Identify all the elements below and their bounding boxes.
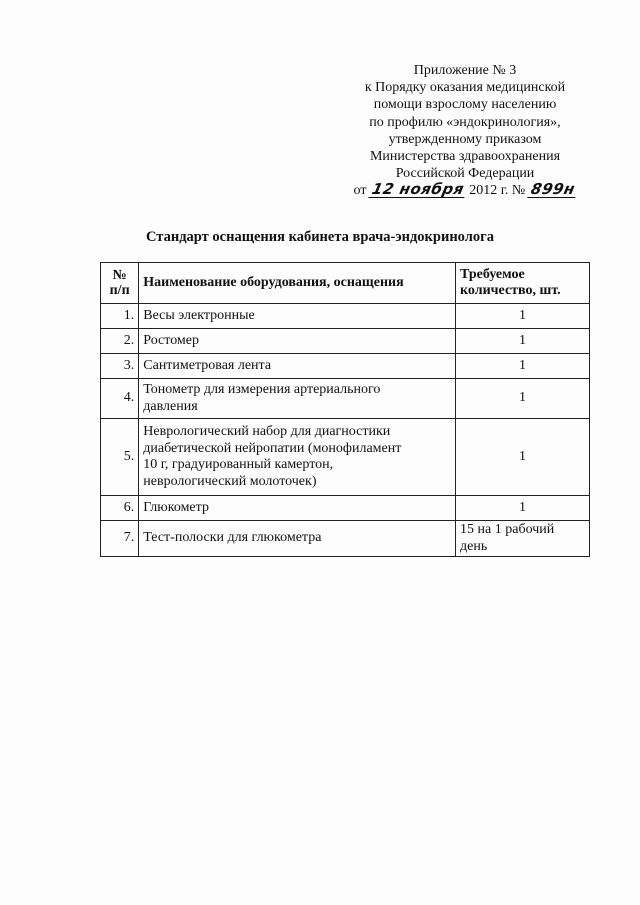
header-name: Наименование оборудования, оснащения xyxy=(139,263,456,304)
row-name-line-2: давления xyxy=(143,398,198,414)
handwritten-date: 12 ноября xyxy=(370,180,466,199)
row-name xyxy=(139,379,456,419)
header-number-line-1: № xyxy=(112,268,127,283)
table-row xyxy=(101,419,590,496)
appendix-line-2: к Порядку оказания медицинской xyxy=(364,80,566,96)
row-name: Весы электронные xyxy=(139,304,456,329)
table-row xyxy=(101,304,590,329)
row-quantity: 1 xyxy=(456,354,590,379)
appendix-line-6: Министерства здравоохранения xyxy=(369,149,561,165)
appendix-line-5: утвержденному приказом xyxy=(388,131,542,147)
row-name-line-4: неврологический молоточек) xyxy=(143,473,317,489)
year-text: 2012 г. № xyxy=(469,183,526,199)
handwritten-order-number: 899н xyxy=(529,180,577,199)
row-quantity-line-2: день xyxy=(460,538,488,554)
table-row xyxy=(101,329,590,354)
header-quantity xyxy=(456,263,590,304)
row-number: 4. xyxy=(101,379,139,419)
equipment-table xyxy=(100,262,590,557)
date-prefix: от xyxy=(353,183,367,199)
row-name-line-1: Неврологический набор для диагностики xyxy=(143,424,391,439)
row-quantity: 1 xyxy=(456,419,590,496)
row-name: Тест-полоски для глюкометра xyxy=(139,521,456,557)
row-quantity xyxy=(456,521,590,557)
row-number: 3. xyxy=(101,354,139,379)
table-header-row xyxy=(101,263,590,304)
row-number: 6. xyxy=(101,496,139,521)
row-number: 1. xyxy=(101,304,139,329)
row-quantity: 1 xyxy=(456,379,590,419)
row-quantity-line-1: 15 на 1 рабочий xyxy=(460,522,555,537)
table-row xyxy=(101,496,590,521)
appendix-header xyxy=(340,62,590,200)
header-quantity-line-2: количество, шт. xyxy=(460,283,561,298)
row-quantity: 1 xyxy=(456,329,590,354)
row-name-line-3: 10 г, градуированный камертон, xyxy=(143,457,334,472)
appendix-line-4: по профилю «эндокринология», xyxy=(369,114,561,130)
appendix-line-7: Российской Федерации xyxy=(395,166,535,182)
row-number: 7. xyxy=(101,521,139,557)
table-row xyxy=(101,354,590,379)
row-name: Ростомер xyxy=(139,329,456,354)
row-name: Глюкометр xyxy=(139,496,456,521)
row-number: 2. xyxy=(101,329,139,354)
row-name-line-2: диабетической нейропатии (монофиламент xyxy=(143,440,402,456)
row-name-line-1: Тонометр для измерения артериального xyxy=(143,382,381,397)
appendix-line-3: помощи взрослому населению xyxy=(373,97,557,113)
row-name xyxy=(139,419,456,496)
table-row xyxy=(101,379,590,419)
table-row xyxy=(101,521,590,557)
order-date-line xyxy=(340,182,590,199)
row-name: Сантиметровая лента xyxy=(139,354,456,379)
page-title: Стандарт оснащения кабинета врача-эндокринолога xyxy=(146,229,494,245)
row-quantity: 1 xyxy=(456,304,590,329)
appendix-line-1: Приложение № 3 xyxy=(413,63,517,78)
header-number-line-2: п/п xyxy=(109,283,130,298)
header-number xyxy=(101,263,139,304)
header-quantity-line-1: Требуемое xyxy=(460,267,525,282)
row-quantity: 1 xyxy=(456,496,590,521)
row-number: 5. xyxy=(101,419,139,496)
